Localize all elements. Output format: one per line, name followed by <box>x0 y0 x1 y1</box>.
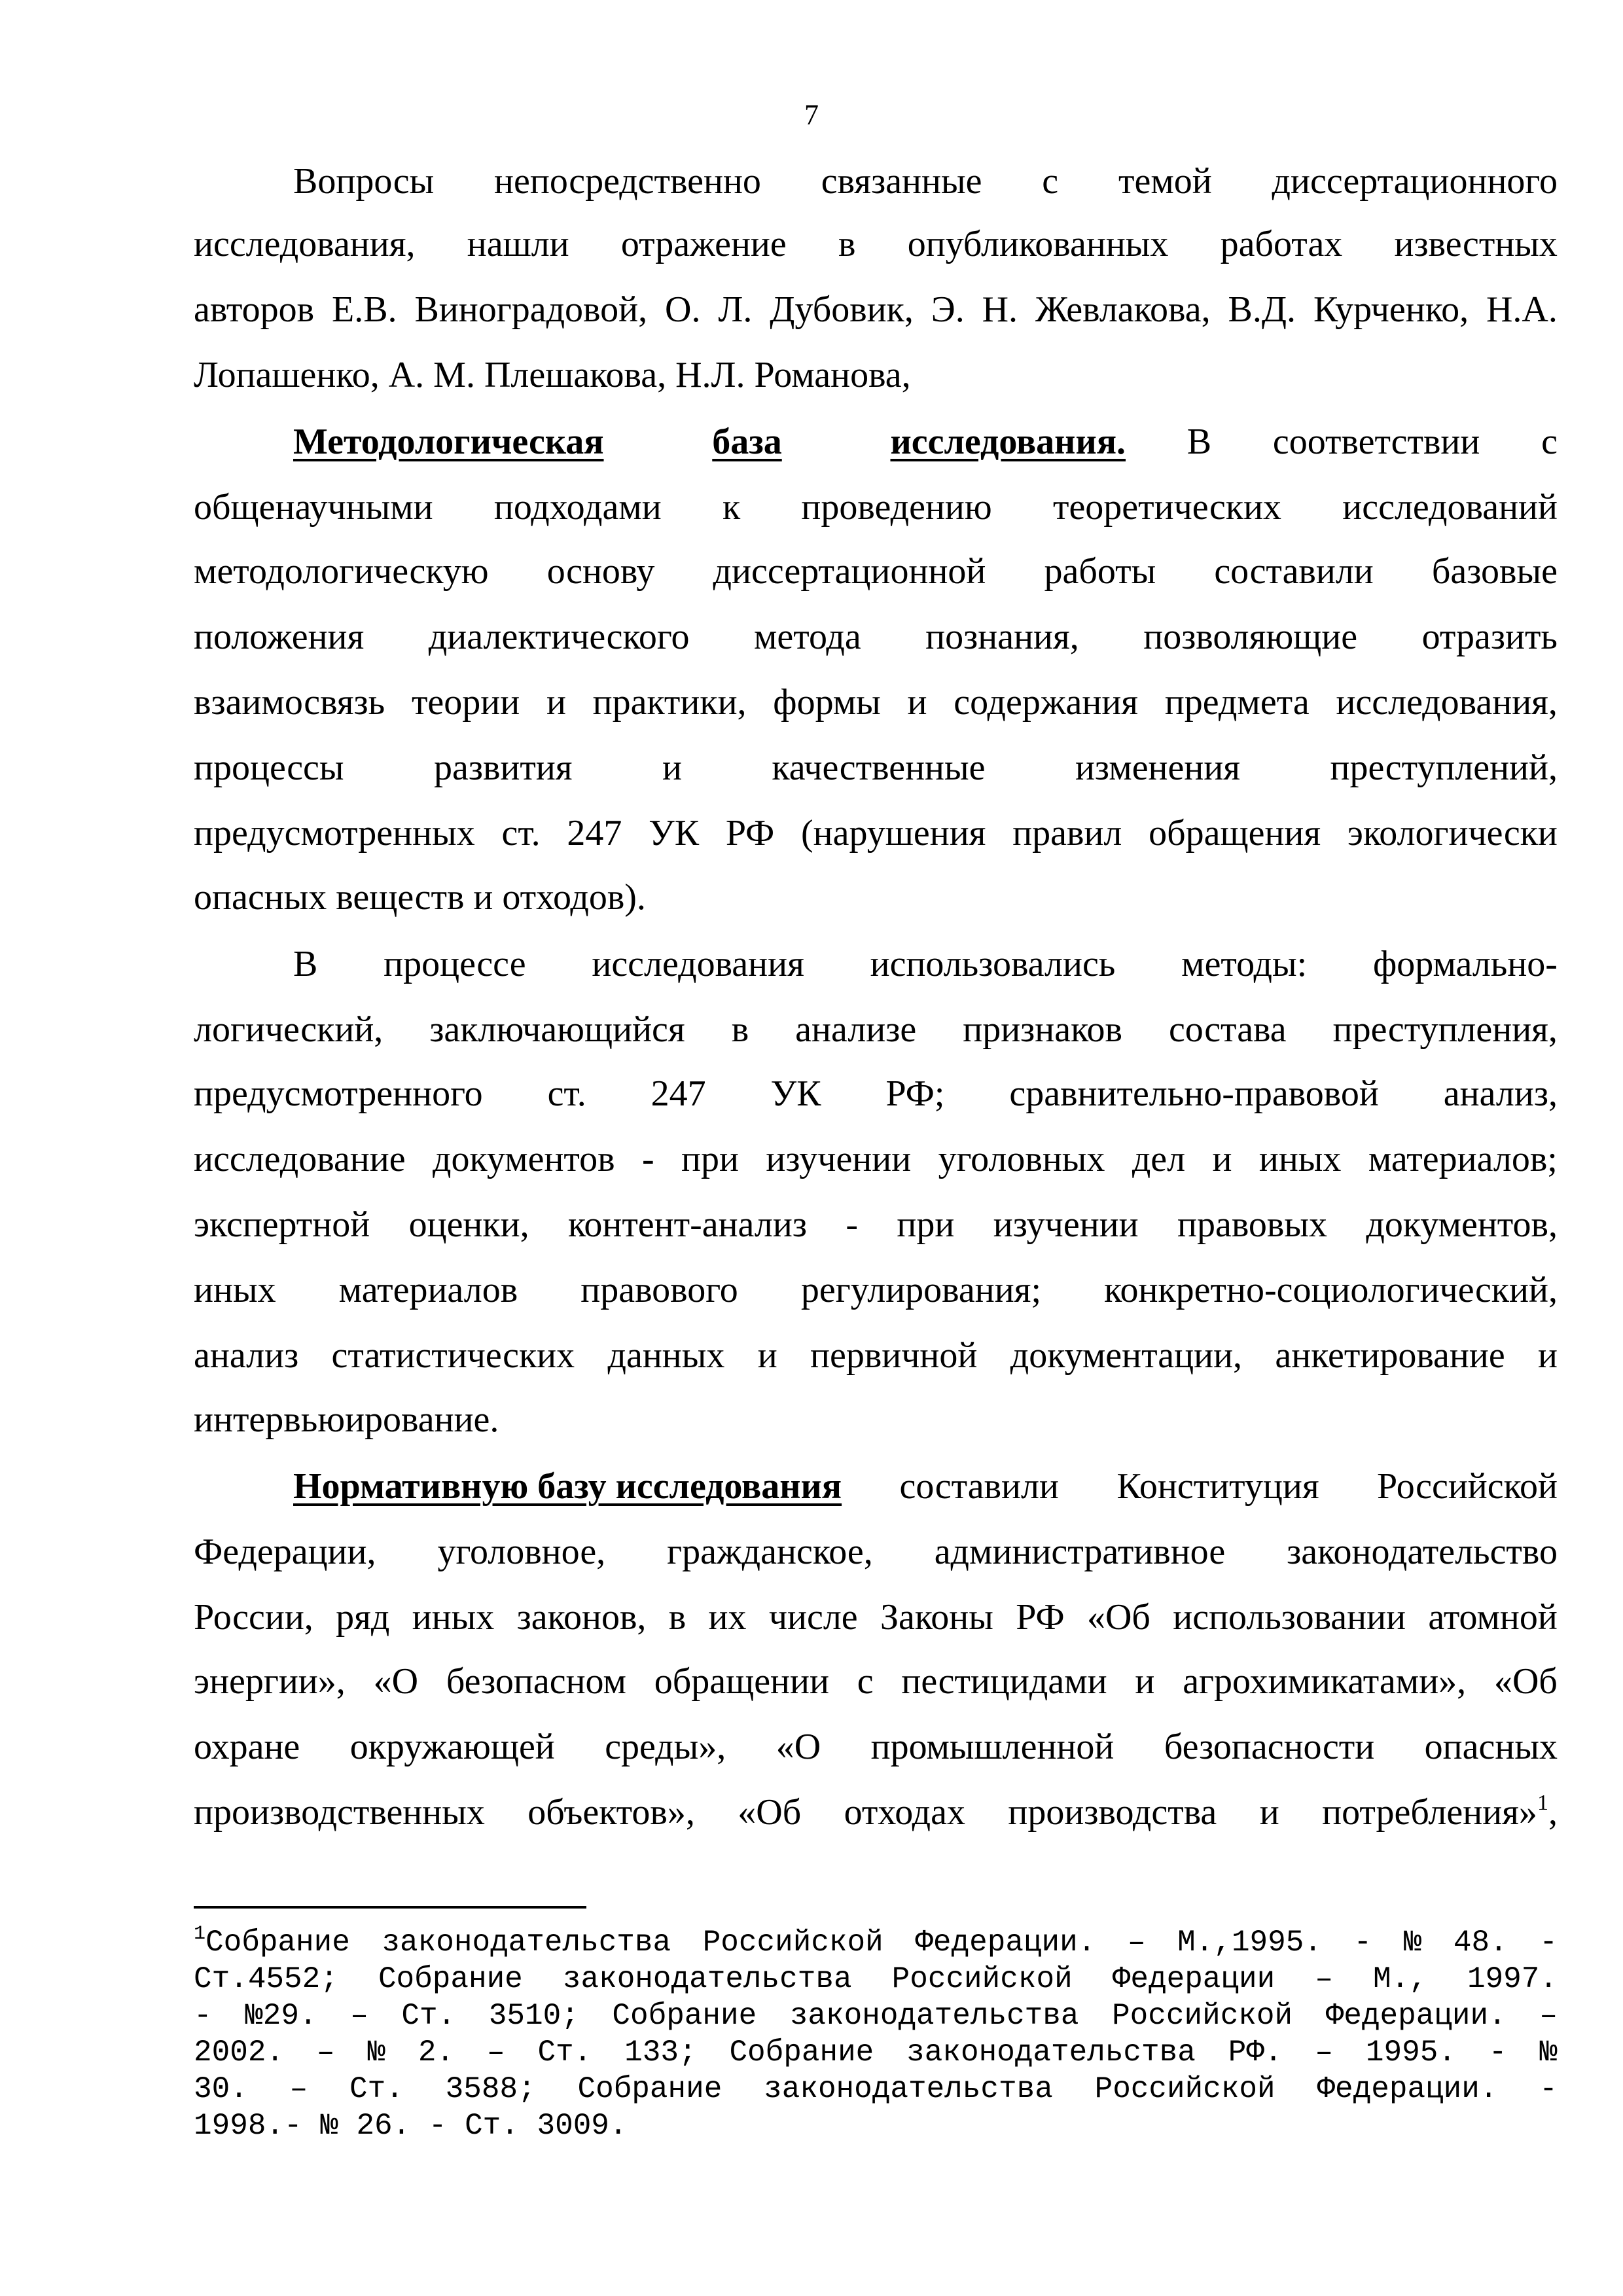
word: Курченко, <box>1313 289 1469 330</box>
word: составили <box>1214 551 1374 592</box>
word: известных <box>1394 224 1558 264</box>
word: связанные <box>821 161 982 202</box>
word: «О <box>776 1727 821 1767</box>
word: состава <box>1168 1009 1287 1050</box>
word: и <box>757 1335 777 1376</box>
word: темой <box>1118 161 1212 202</box>
last-word-with-footnote <box>1322 1789 1558 1835</box>
word: среды», <box>605 1727 726 1767</box>
word: «Об <box>1493 1661 1558 1702</box>
footnote-line-3 <box>194 1998 1558 2034</box>
paragraph-4-line-5 <box>194 1724 1558 1770</box>
word: (нарушения <box>801 813 986 853</box>
word: Ст. <box>537 2036 592 2070</box>
word: 30. <box>194 2072 248 2106</box>
word: Собрание <box>612 1999 757 2033</box>
word: документов <box>432 1139 615 1179</box>
paragraph-2-line-6 <box>194 745 1558 791</box>
word: Российской <box>1112 1999 1293 2033</box>
word: № <box>1539 2036 1558 2070</box>
word: материалов <box>338 1270 518 1310</box>
word: оценки, <box>408 1204 529 1245</box>
word: качественные <box>772 747 986 788</box>
paragraph-2-line-4 <box>194 614 1558 660</box>
word: 1997. <box>1467 1962 1558 1996</box>
word: диалектического <box>428 617 690 657</box>
word: потребления» <box>1322 1792 1537 1833</box>
page-number: 7 <box>804 99 819 131</box>
word: материалов; <box>1368 1139 1558 1179</box>
paragraph-1-line-4: Лопашенко, А. М. Плешакова, Н.Л. Романова, <box>194 355 911 395</box>
word: № <box>1403 1926 1422 1960</box>
footnote-marker: 1 <box>194 1923 206 1945</box>
word: Российской <box>1376 1466 1558 1507</box>
word: производства <box>1008 1792 1217 1833</box>
word: Федерации. <box>915 1926 1096 1960</box>
word: их <box>708 1597 747 1638</box>
word: анализ, <box>1443 1073 1558 1114</box>
word: – <box>350 1999 368 2033</box>
paragraph-4-line-4 <box>194 1659 1558 1704</box>
word: России, <box>194 1597 313 1638</box>
word: иных <box>194 1270 276 1310</box>
paragraph-2-line-8: опасных веществ и отходов). <box>194 877 646 918</box>
word: Российской <box>1094 2072 1275 2106</box>
word: и <box>546 682 566 723</box>
word: - <box>1539 1926 1558 1960</box>
word: при <box>897 1204 955 1245</box>
word: изменения <box>1075 747 1241 788</box>
word: данных <box>607 1335 725 1376</box>
word: к <box>722 487 741 528</box>
word: Н. <box>982 289 1018 330</box>
word: объектов», <box>527 1792 695 1833</box>
word: авторов <box>194 289 315 330</box>
word: и <box>1212 1139 1232 1179</box>
word: правил <box>1012 813 1122 853</box>
word: законодательство <box>1287 1532 1558 1572</box>
word: регулирования; <box>800 1270 1041 1310</box>
word: основу <box>546 551 655 592</box>
word: в <box>668 1597 687 1638</box>
word: исследования, <box>1336 682 1558 723</box>
word: познания, <box>925 617 1079 657</box>
word: базовые <box>1431 551 1558 592</box>
word: - <box>1488 2036 1507 2070</box>
word: Э. <box>931 289 965 330</box>
word: исследования, <box>194 224 416 264</box>
word: опубликованных <box>907 224 1169 264</box>
footnote-line-4 <box>194 2034 1558 2071</box>
word: подходами <box>493 487 662 528</box>
word: теории <box>411 682 520 723</box>
word: обращении <box>654 1661 829 1702</box>
word: признаков <box>963 1009 1122 1050</box>
word: - <box>641 1139 654 1179</box>
word: РФ. <box>1228 2036 1283 2070</box>
word: Российской <box>891 1962 1073 1996</box>
word: исследования <box>592 944 804 984</box>
word: предусмотренного <box>194 1073 483 1114</box>
word: – <box>1315 2036 1334 2070</box>
word: правовых <box>1177 1204 1327 1245</box>
word: В <box>1186 422 1212 462</box>
word: соответствии <box>1272 422 1480 462</box>
word: – <box>486 2036 505 2070</box>
paragraph-4-line-3 <box>194 1594 1558 1640</box>
word: и <box>662 747 682 788</box>
word: ст. <box>501 813 541 853</box>
word: опасных <box>1424 1727 1558 1767</box>
word: формально- <box>1373 944 1558 984</box>
word: правового <box>580 1270 738 1310</box>
word: административное <box>934 1532 1226 1572</box>
word: М.,1995. <box>1177 1926 1322 1960</box>
paragraph-3-line-6 <box>194 1267 1558 1313</box>
word: с <box>857 1661 874 1702</box>
footnote-line-6: 1998.- № 26. - Ст. 3009. <box>194 2109 628 2143</box>
trailing-comma: , <box>1548 1792 1558 1833</box>
word: экологически <box>1347 813 1558 853</box>
word: РФ; <box>885 1073 945 1114</box>
paragraph-2-line-2 <box>194 484 1558 530</box>
word: РФ <box>725 813 775 853</box>
word: – <box>316 2036 335 2070</box>
word: – <box>1127 1926 1146 1960</box>
word: исследование <box>194 1139 406 1179</box>
word: безопасности <box>1164 1727 1375 1767</box>
word: отходах <box>844 1792 965 1833</box>
word: – <box>289 2072 308 2106</box>
word: безопасном <box>446 1661 626 1702</box>
word: Виноградовой, <box>414 289 648 330</box>
word: 2. <box>418 2036 455 2070</box>
word: 133; <box>624 2036 697 2070</box>
word: законодательства <box>764 2072 1053 2106</box>
word: законодательства <box>789 1999 1079 2033</box>
word: работы <box>1044 551 1156 592</box>
paragraph-4-line-2 <box>194 1529 1558 1575</box>
word: и <box>1538 1335 1558 1376</box>
word: с <box>1042 161 1059 202</box>
word: процессы <box>194 747 344 788</box>
word: непосредственно <box>494 161 761 202</box>
word: 3510; <box>488 1999 579 2033</box>
word: развития <box>433 747 573 788</box>
paragraph-2-line-7 <box>194 810 1558 856</box>
word: охране <box>194 1727 300 1767</box>
word: Методологическая <box>293 422 604 462</box>
word: положения <box>194 617 365 657</box>
word: взаимосвязь <box>194 682 385 723</box>
paragraph-3-line-7 <box>194 1333 1558 1378</box>
word: Вопросы <box>293 161 435 202</box>
word: предусмотренных <box>194 813 475 853</box>
word: №29. <box>245 1999 317 2033</box>
word: «Об <box>1086 1597 1150 1638</box>
word: преступлений, <box>1330 747 1558 788</box>
word: содержания <box>954 682 1139 723</box>
word: окружающей <box>349 1727 555 1767</box>
word: анкетирование <box>1275 1335 1505 1376</box>
word: уголовное, <box>437 1532 606 1572</box>
word: законодательства <box>906 2036 1196 2070</box>
word: диссертационной <box>713 551 986 592</box>
paragraph-3-line-3 <box>194 1071 1558 1117</box>
paragraph-1-line-1 <box>293 158 1558 204</box>
word: пестицидами <box>901 1661 1107 1702</box>
word: уголовных <box>938 1139 1105 1179</box>
paragraph-3-line-4 <box>194 1136 1558 1182</box>
word: отражение <box>620 224 787 264</box>
paragraph-4-line-6 <box>194 1789 1558 1835</box>
word: с <box>1541 422 1558 462</box>
word: Российской <box>702 1926 883 1960</box>
word: теоретических <box>1052 487 1282 528</box>
word: – <box>1315 1962 1333 1996</box>
word: Законы <box>880 1597 993 1638</box>
word: Федерации. <box>1317 2072 1498 2106</box>
word: М., <box>1373 1962 1427 1996</box>
word: преступления, <box>1332 1009 1558 1050</box>
footnote-separator <box>194 1906 586 1909</box>
word: РФ <box>1016 1597 1065 1638</box>
word: Собрание <box>577 2072 722 2106</box>
word: Н.А. <box>1486 289 1558 330</box>
footnote-line-5 <box>194 2071 1558 2108</box>
word: база <box>712 422 782 462</box>
word: В.Д. <box>1228 289 1296 330</box>
word: Е.В. <box>331 289 397 330</box>
word: позволяющие <box>1143 617 1358 657</box>
word: отразить <box>1421 617 1558 657</box>
word: агрохимикатами», <box>1183 1661 1467 1702</box>
word: Ст. <box>349 2072 404 2106</box>
word: - <box>846 1204 859 1245</box>
word: статистических <box>331 1335 575 1376</box>
word: нашли <box>467 224 569 264</box>
word: 3588; <box>445 2072 536 2106</box>
paragraph-2-line-5 <box>194 679 1558 725</box>
word: изучении <box>993 1204 1139 1245</box>
word: иных <box>1258 1139 1342 1179</box>
word: проведению <box>801 487 992 528</box>
word: 247 <box>651 1073 706 1114</box>
word: изучении <box>766 1139 912 1179</box>
footnote-line-1 <box>194 1924 1558 1961</box>
word: числе <box>768 1597 858 1638</box>
word: практики, <box>592 682 747 723</box>
paragraph-1-line-3 <box>194 287 1558 332</box>
word: использовании <box>1173 1597 1406 1638</box>
word: В <box>293 944 318 984</box>
word: методологическую <box>194 551 489 592</box>
paragraph-3-line-2 <box>194 1007 1558 1052</box>
word: производственных <box>194 1792 485 1833</box>
word: атомной <box>1428 1597 1558 1638</box>
word: контент-анализ <box>567 1204 807 1245</box>
word: использовались <box>870 944 1116 984</box>
paragraph-2-line-1 <box>293 419 1558 465</box>
word: анализ <box>194 1335 299 1376</box>
paragraph-3-line-1 <box>293 941 1558 987</box>
word: метода <box>753 617 861 657</box>
word: Жевлакова, <box>1035 289 1211 330</box>
word: О. <box>665 289 701 330</box>
word: Дубовик, <box>770 289 914 330</box>
word: – <box>1539 1999 1558 2033</box>
word: Собрание <box>205 1926 350 1960</box>
word: Л. <box>718 289 753 330</box>
word: иных <box>412 1597 495 1638</box>
word: работах <box>1220 224 1343 264</box>
word: Федерации. <box>1325 1999 1507 2033</box>
word: Федерации, <box>194 1532 376 1572</box>
word: процессе <box>383 944 526 984</box>
word: 247 <box>567 813 622 853</box>
word: в <box>838 224 856 264</box>
word: - <box>194 1999 212 2033</box>
word: экспертной <box>194 1204 370 1245</box>
word: Конституция <box>1116 1466 1319 1507</box>
word: документации, <box>1010 1335 1243 1376</box>
footnote-first-word <box>194 1924 350 1961</box>
word: заключающийся <box>429 1009 685 1050</box>
word: 2002. <box>194 2036 285 2070</box>
word: логический, <box>194 1009 383 1050</box>
word: и <box>1135 1661 1155 1702</box>
word: ст. <box>547 1073 586 1114</box>
paragraph-2-line-3 <box>194 548 1558 594</box>
word: дел <box>1132 1139 1186 1179</box>
word: Федерации <box>1112 1962 1275 1996</box>
word: 1995. <box>1365 2036 1456 2070</box>
word: в <box>731 1009 749 1050</box>
word: Ст.4552; <box>194 1962 338 1996</box>
word: документов, <box>1366 1204 1558 1245</box>
word: обращения <box>1149 813 1321 853</box>
word: УК <box>649 813 700 853</box>
word: - <box>1539 2072 1558 2106</box>
footnote-line-2 <box>194 1961 1558 1998</box>
word: «Об <box>738 1792 802 1833</box>
word: первичной <box>810 1335 978 1376</box>
word: Ст. <box>401 1999 456 2033</box>
word: законов, <box>516 1597 647 1638</box>
word: 48. <box>1453 1926 1508 1960</box>
word: диссертационного <box>1272 161 1558 202</box>
word: законодательства <box>562 1962 852 1996</box>
word: энергии», <box>194 1661 346 1702</box>
section-heading-normative-base: Нормативную базу исследования <box>293 1466 842 1507</box>
word: составили <box>899 1466 1059 1507</box>
word: методы: <box>1181 944 1308 984</box>
word: исследований <box>1342 487 1558 528</box>
word: № <box>367 2036 385 2070</box>
paragraph-3-line-5 <box>194 1202 1558 1247</box>
word: общенаучными <box>194 487 433 528</box>
word: и <box>907 682 927 723</box>
word: исследования. <box>890 422 1126 462</box>
word: ряд <box>336 1597 390 1638</box>
paragraph-1-line-2 <box>194 221 1558 267</box>
word: законодательства <box>382 1926 671 1960</box>
word: анализе <box>795 1009 917 1050</box>
word: гражданское, <box>667 1532 873 1572</box>
word: сравнительно-правовой <box>1009 1073 1379 1114</box>
word: предмета <box>1164 682 1310 723</box>
word: промышленной <box>870 1727 1115 1767</box>
footnote-reference[interactable]: 1 <box>1537 1791 1548 1815</box>
word: Собрание <box>729 2036 874 2070</box>
paragraph-4-line-1 <box>293 1463 1558 1509</box>
word: УК <box>770 1073 821 1114</box>
word: - <box>1353 1926 1372 1960</box>
word: при <box>681 1139 739 1179</box>
word: «О <box>373 1661 419 1702</box>
word: и <box>1259 1792 1279 1833</box>
word: Собрание <box>378 1962 523 1996</box>
section-heading-methodology <box>293 419 1126 465</box>
word: конкретно-социологический, <box>1104 1270 1558 1310</box>
paragraph-3-line-8: интервьюирование. <box>194 1399 499 1440</box>
word: формы <box>773 682 881 723</box>
